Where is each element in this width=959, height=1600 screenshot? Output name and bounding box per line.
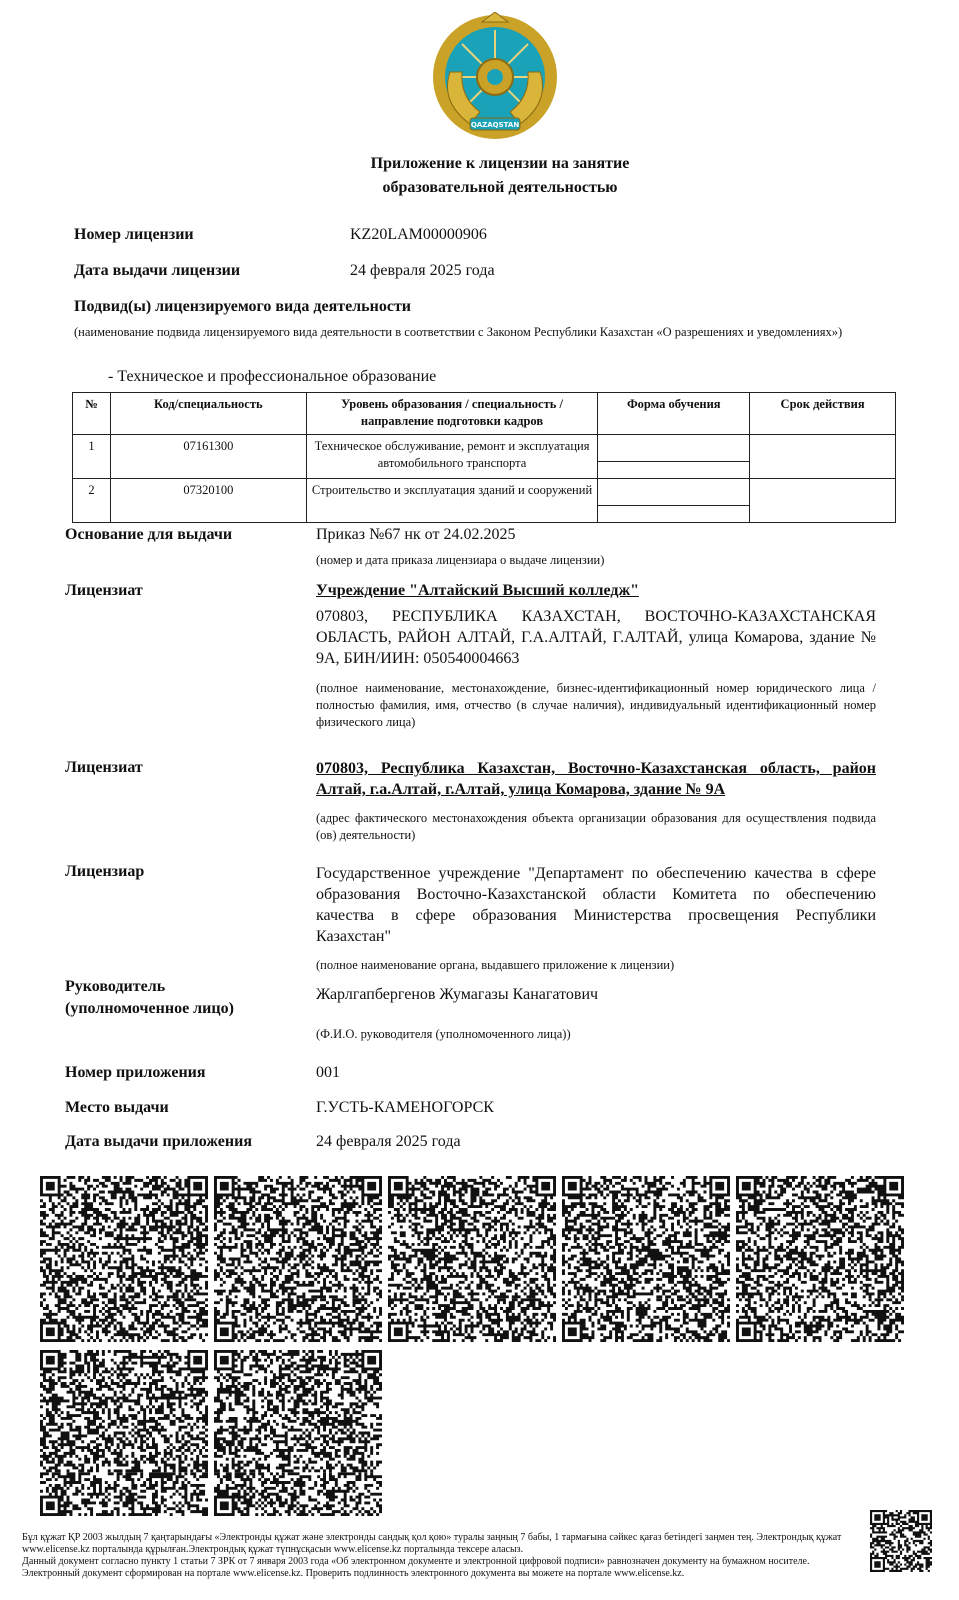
svg-text:QAZAQSTAN: QAZAQSTAN (470, 121, 520, 129)
col-form-header: Форма обучения (598, 393, 750, 435)
appendix-date-value: 24 февраля 2025 года (316, 1133, 461, 1150)
table-row (73, 435, 896, 479)
row-code: 07161300 (110, 435, 306, 479)
footer-text-ru: Данный документ согласно пункту 1 статьи 7 ЗРК от 7 января 2003 года «Об электронном документе и электронной цифровой подписи» равнозначен документу на бумажном носителе. Электронный документ сформирован на портале www.elicense.kz. Проверить подлинность электронного документа вы можете на портале www.elicense.kz. (22, 1556, 810, 1579)
row-num: 2 (73, 479, 111, 523)
appendix-number-value: 001 (316, 1064, 340, 1081)
licensee-note: (полное наименование, местонахождение, бизнес-идентификационный номер юридического лица / полностью фамилия, имя, отчество (в случае наличия), индивидуальный идентификационный номер физического лица) (316, 681, 876, 729)
row-code: 07320100 (110, 479, 306, 523)
place-label: Место выдачи (65, 1099, 169, 1116)
license-date-value: 24 февраля 2025 года (350, 262, 495, 279)
col-level-header: Уровень образования / специальность / направление подготовки кадров (306, 393, 598, 435)
head-label (65, 976, 234, 1020)
col-term-header: Срок действия (750, 393, 896, 435)
col-code-header: Код/специальность (110, 393, 306, 435)
appendix-number-label: Номер приложения (65, 1064, 206, 1081)
head-value: Жарлгапбергенов Жумагазы Канагатович (316, 986, 599, 1003)
row-form (598, 479, 750, 523)
qr-code-icon (40, 1176, 208, 1342)
qr-code-icon (388, 1176, 556, 1342)
licensee-label: Лицензиат (65, 582, 143, 599)
licensee-location-note: (адрес фактического местонахождения объекта организации образования для осуществления подвида (ов) деятельности) (316, 811, 876, 842)
table-row (73, 479, 896, 523)
row-name: Строительство и эксплуатация зданий и сооружений (306, 479, 598, 523)
state-emblem-icon (430, 12, 560, 142)
licensor-note: (полное наименование органа, выдавшего приложение к лицензии) (316, 958, 675, 972)
row-name: Техническое обслуживание, ремонт и эксплуатация автомобильного транспорта (306, 435, 598, 479)
place-value: Г.УСТЬ-КАМЕНОГОРСК (316, 1099, 494, 1116)
document-title (200, 152, 800, 200)
license-number-value: KZ20LAM00000906 (350, 226, 487, 243)
subtype-label: Подвид(ы) лицензируемого вида деятельности (74, 298, 412, 315)
qr-code-icon (214, 1176, 382, 1342)
specialty-table (72, 392, 896, 523)
qr-code-icon (736, 1176, 904, 1342)
license-date-label: Дата выдачи лицензии (74, 262, 241, 279)
title-line-2: образовательной деятельностью (382, 179, 618, 196)
row-term (750, 479, 896, 523)
head-note: (Ф.И.О. руководителя (уполномоченного лица)) (316, 1027, 571, 1041)
qr-code-icon (214, 1350, 382, 1516)
basis-label: Основание для выдачи (65, 526, 233, 543)
row-form (598, 435, 750, 479)
subtype-note: (наименование подвида лицензируемого вида деятельности в соответствии с Законом Республики Казахстан «О разрешениях и уведомлениях») (74, 325, 843, 339)
footer-text-kz: Бұл құжат ҚР 2003 жылдың 7 қаңтарындағы «Электронды құжат және электронды сандық қол қою» туралы заңның 7 бабы, 1 тармағына сәйкес қағаз бетіндегі заңмен тең. Электрондық құжат www.elicense.kz порталында құрылған.Электрондық құжат түпнұсқасын www.elicense.kz порталында тексере аласыз. (22, 1532, 842, 1555)
licensee-location-label: Лицензиат (65, 759, 143, 776)
head-label-line-2: (уполномоченное лицо) (65, 1000, 234, 1017)
qr-code-icon (562, 1176, 730, 1342)
footer-legal-text (22, 1532, 862, 1580)
licensor-label: Лицензиар (65, 863, 145, 880)
footer-qr-code-icon (870, 1510, 932, 1572)
row-num: 1 (73, 435, 111, 479)
subtype-item: - Техническое и профессиональное образование (108, 368, 437, 385)
licensee-location-value: 070803, Республика Казахстан, Восточно-Казахстанская область, район Алтай, г.а.Алтай, г.Алтай, улица Комарова, здание № 9А (316, 760, 876, 798)
licensee-address: 070803, РЕСПУБЛИКА КАЗАХСТАН, ВОСТОЧНО-КАЗАХСТАНСКАЯ ОБЛАСТЬ, РАЙОН АЛТАЙ, Г.А.АЛТАЙ, Г.АЛТАЙ, улица Комарова, здание № 9А, БИН/ИИН: 050540004663 (316, 608, 876, 667)
head-label-line-1: Руководитель (65, 978, 166, 995)
license-number-label: Номер лицензии (74, 226, 194, 243)
qr-code-icon (40, 1350, 208, 1516)
licensee-name: Учреждение "Алтайский Высший колледж" (316, 582, 639, 599)
basis-value: Приказ №67 нк от 24.02.2025 (316, 526, 516, 543)
licensor-value: Государственное учреждение "Департамент по обеспечению качества в сфере образования Восточно-Казахстанской области Комитета по обеспечению качества в сфере образования Министерства просвещения Республики Казахстан" (316, 865, 876, 945)
col-num-header: № (73, 393, 111, 435)
appendix-date-label: Дата выдачи приложения (65, 1133, 252, 1150)
title-line-1: Приложение к лицензии на занятие (370, 155, 630, 172)
basis-note: (номер и дата приказа лицензиара о выдаче лицензии) (316, 553, 605, 567)
row-term (750, 435, 896, 479)
